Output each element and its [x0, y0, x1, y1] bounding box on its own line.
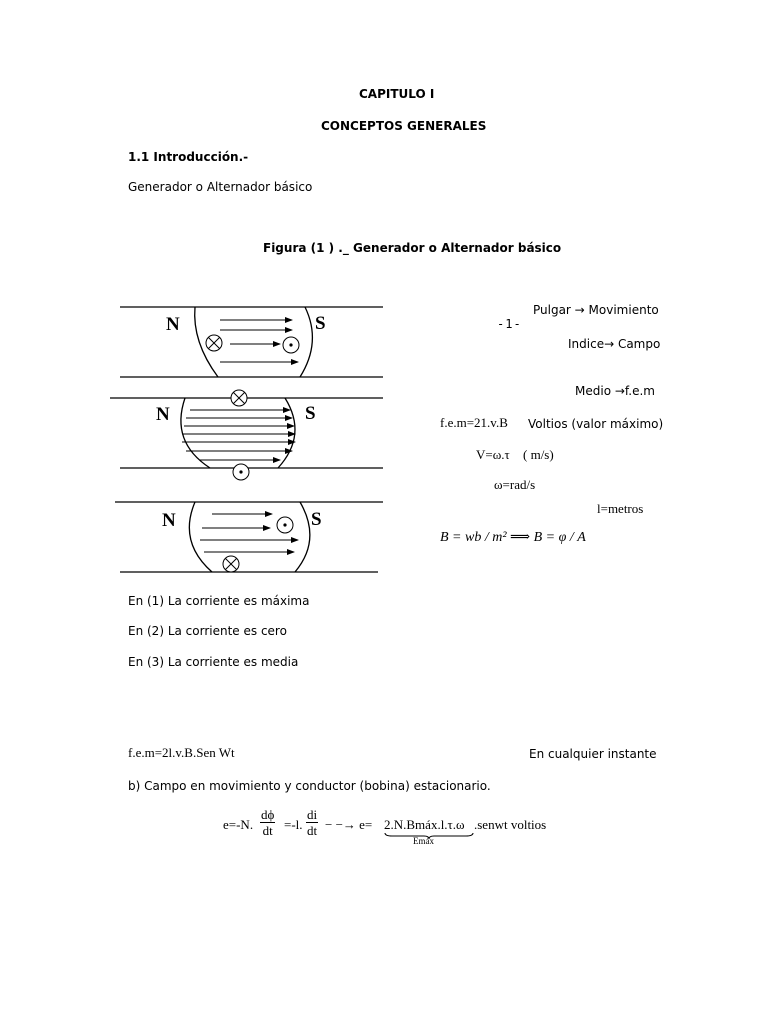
eq-arrow: − −→ e=	[325, 817, 373, 832]
observation-2: En (2) La corriente es cero	[128, 624, 287, 638]
pole-n-label: N	[162, 510, 176, 531]
generator-diagram	[100, 290, 400, 590]
instant-formula: f.e.m=2l.v.B.Sen Wt	[128, 745, 235, 760]
current-into-icon	[206, 335, 222, 351]
fraction-di-dt	[306, 807, 318, 838]
fraction-numerator: di	[307, 807, 318, 822]
field-formula: B = wb / m² ⟹ B = φ / A	[440, 530, 586, 545]
rule-index: Indice→ Campo	[568, 337, 661, 351]
eq-suffix: .senwt voltios	[474, 817, 547, 832]
chapter-title: CAPITULO I	[359, 87, 435, 101]
velocity-formula: V=ω.τ	[476, 447, 510, 462]
pole-n-label: N	[166, 314, 180, 335]
section-heading: 1.1 Introducción.-	[128, 150, 249, 164]
diagram-1	[120, 307, 383, 377]
page-number: -1-	[497, 317, 522, 331]
length-formula: l=metros	[597, 501, 644, 516]
fraction-denominator: dt	[262, 823, 273, 838]
eq-mid: =-l.	[284, 817, 303, 832]
fem-note: Voltios (valor máximo)	[528, 417, 664, 431]
observation-1: En (1) La corriente es máxima	[128, 594, 310, 608]
diagram-3	[115, 502, 383, 572]
fraction-numerator: dϕ	[261, 807, 275, 822]
eq-underbrace-expr: 2.N.Bmáx.l.τ.ω	[384, 817, 465, 832]
pole-s-label: S	[315, 313, 326, 334]
rule-middle: Medio →f.e.m	[575, 384, 655, 398]
pole-n-label: N	[156, 404, 170, 425]
current-out-icon	[283, 337, 299, 353]
fem-formula: f.e.m=21.v.B	[440, 415, 508, 430]
velocity-unit: ( m/s)	[523, 447, 554, 462]
current-out-icon	[233, 464, 249, 480]
instant-note: En cualquier instante	[529, 747, 657, 761]
eq-prefix: e=-N.	[223, 817, 254, 832]
diagram-2	[110, 390, 383, 480]
current-out-icon	[277, 517, 293, 533]
rule-thumb: Pulgar → Movimiento	[533, 303, 659, 317]
current-into-icon	[223, 556, 239, 572]
current-into-icon	[231, 390, 247, 406]
pole-s-label: S	[311, 509, 322, 530]
fraction-denominator: dt	[307, 823, 318, 838]
pole-s-label: S	[305, 403, 316, 424]
figure-caption: Figura (1 ) ._ Generador o Alternador básico	[263, 241, 562, 255]
omega-formula: ω=rad/s	[494, 477, 536, 492]
observation-3: En (3) La corriente es media	[128, 655, 299, 669]
intro-text: Generador o Alternador básico	[128, 180, 313, 194]
chapter-subtitle: CONCEPTOS GENERALES	[321, 119, 487, 133]
part-b-text: b) Campo en movimiento y conductor (bobina) estacionario.	[128, 779, 491, 793]
emax-label: Emáx	[413, 836, 434, 846]
fraction-dphi-dt	[260, 807, 275, 838]
